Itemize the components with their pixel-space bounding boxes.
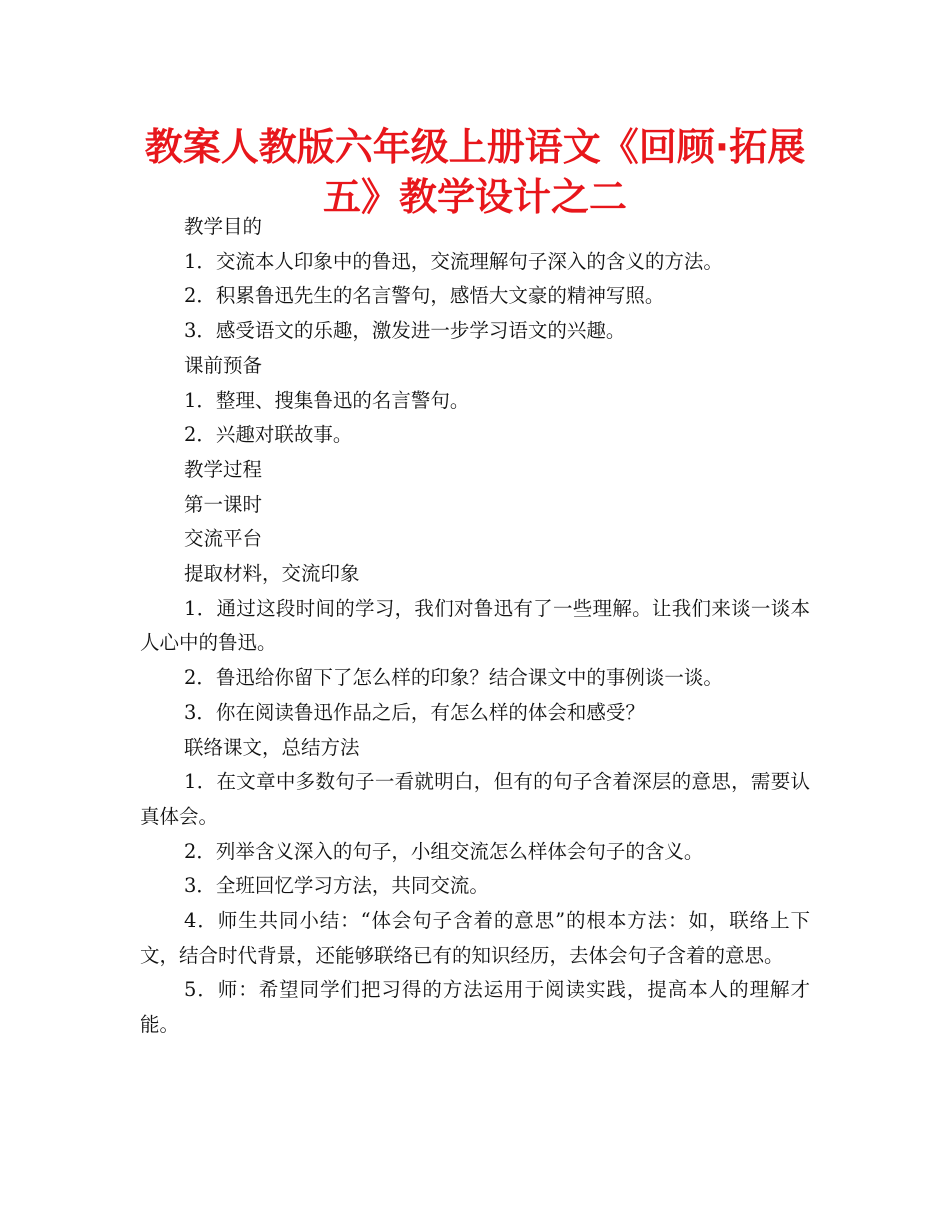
subheading-link-texts: 联络课文，总结方法 <box>184 735 360 759</box>
method-item-5: 5．师：希望同学们把习得的方法运用于阅读实践，提高本人的理解才能。 <box>140 978 810 1037</box>
objective-item-1: 1．交流本人印象中的鲁迅，交流理解句子深入的含义的方法。 <box>184 249 723 273</box>
section-heading-preparation: 课前预备 <box>184 353 263 377</box>
exchange-item-1: 1．通过这段时间的学习，我们对鲁迅有了一些理解。让我们来谈一谈本人心中的鲁迅。 <box>140 596 810 655</box>
preparation-item-1: 1．整理、搜集鲁迅的名言警句。 <box>184 388 470 412</box>
objective-item-3: 3．感受语文的乐趣，激发进一步学习语文的兴趣。 <box>184 319 626 343</box>
section-heading-process: 教学过程 <box>184 457 263 481</box>
method-item-1: 1．在文章中多数句子一看就明白，但有的句子含着深层的意思，需要认真体会。 <box>140 770 810 828</box>
objective-item-2: 2．积累鲁迅先生的名言警句，感悟大文豪的精神写照。 <box>184 284 665 308</box>
method-item-3: 3．全班回忆学习方法，共同交流。 <box>184 874 489 898</box>
document-body <box>140 210 810 1043</box>
method-item-4: 4．师生共同小结：“体会句子含着的意思”的根本方法：如，联络上下文，结合时代背景，还能够联络已有的知识经历，去体会句子含着的意思。 <box>140 909 810 967</box>
method-item-2: 2．列举含义深入的句子，小组交流怎么样体会句子的含义。 <box>184 839 704 863</box>
exchange-item-2: 2．鲁迅给你留下了怎么样的印象？结合课文中的事例谈一谈。 <box>184 666 723 690</box>
exchange-item-3: 3．你在阅读鲁迅作品之后，有怎么样的体会和感受？ <box>184 700 645 724</box>
section-heading-objectives: 教学目的 <box>184 215 263 238</box>
title-line-2: 五》教学设计之二 <box>322 175 627 219</box>
subheading-exchange-platform: 交流平台 <box>184 527 263 551</box>
document-title <box>140 122 810 222</box>
title-line-1: 教案人教版六年级上册语文《回顾·拓展 <box>144 125 806 169</box>
lesson-heading-first: 第一课时 <box>184 492 263 516</box>
subheading-extract-materials: 提取材料，交流印象 <box>184 562 360 586</box>
preparation-item-2: 2．兴趣对联故事。 <box>184 423 353 447</box>
